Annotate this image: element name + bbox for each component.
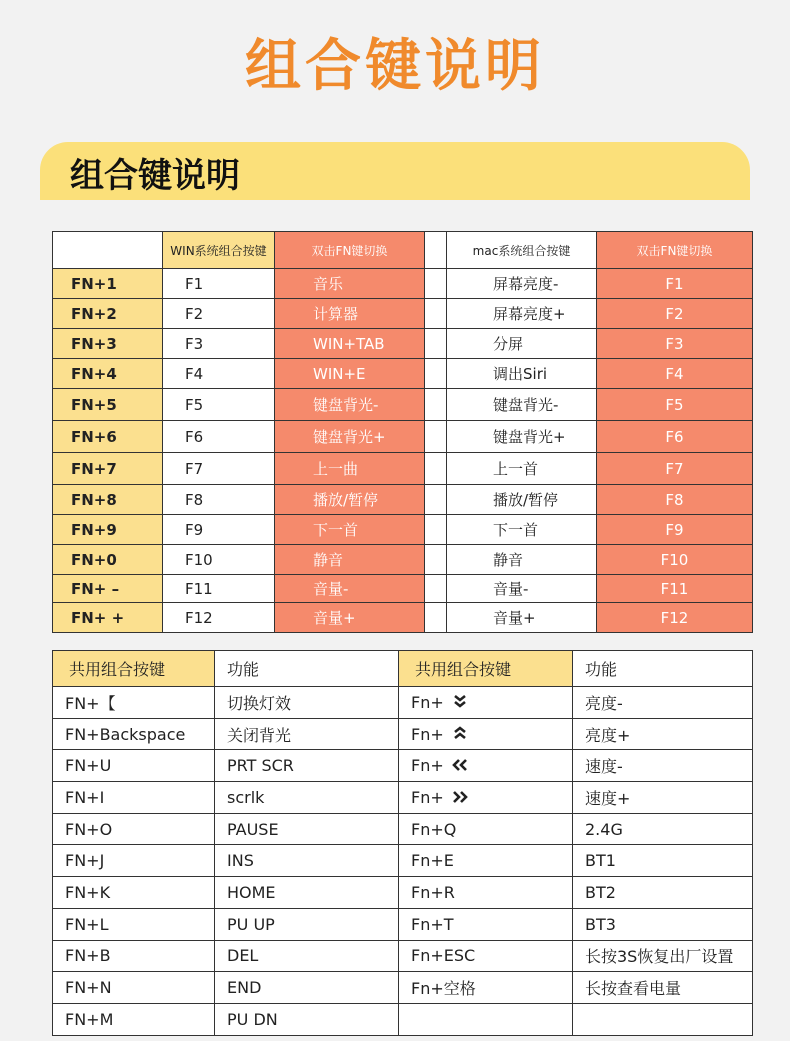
key-combo-cell: [399, 908, 573, 940]
key-combo-cell: [399, 845, 573, 877]
table1-header-cell: 双击FN键切换: [275, 232, 425, 269]
table1-gap-cell: [425, 421, 447, 453]
key-combo-cell: [399, 687, 573, 719]
table1-gap-cell: [425, 515, 447, 545]
cell-text: 速度+: [585, 788, 631, 808]
shared-key-table: [52, 650, 753, 1036]
mac-switch-cell: F12: [597, 603, 753, 633]
win-function-cell: F12: [163, 603, 275, 633]
table1-row: [53, 421, 753, 453]
key-combo-cell: FN+5: [53, 389, 163, 421]
mac-switch-cell: F5: [597, 389, 753, 421]
table2-row: [53, 908, 753, 940]
double-chevron-left-icon: [452, 759, 468, 775]
function-cell: [573, 877, 753, 909]
table1-gap-cell: [425, 453, 447, 485]
mac-switch-cell: F3: [597, 329, 753, 359]
cell-text: FN+L: [65, 914, 109, 934]
win-switch-cell: 上一曲: [275, 453, 425, 485]
cell-text: 长按查看电量: [585, 979, 682, 999]
key-combo-cell: [399, 1003, 573, 1035]
section-title: 组合键说明: [70, 156, 240, 196]
table1-header-cell: WIN系统组合按键: [163, 232, 275, 269]
key-combo-cell: FN+0: [53, 545, 163, 575]
table1-row: [53, 575, 753, 603]
table1-header-row: [53, 232, 753, 269]
key-combo-cell: FN+8: [53, 485, 163, 515]
key-combo-cell: [53, 782, 215, 814]
key-combo-cell: [399, 750, 573, 782]
key-combo-cell: FN+4: [53, 359, 163, 389]
cell-text: INS: [227, 851, 254, 871]
table1-header-cell: mac系统组合按键: [447, 232, 597, 269]
function-cell: [215, 750, 399, 782]
cell-text: BT3: [585, 914, 616, 934]
mac-function-cell: 上一首: [447, 453, 597, 485]
table2-row: [53, 782, 753, 814]
mac-switch-cell: F10: [597, 545, 753, 575]
mac-switch-cell: F2: [597, 299, 753, 329]
double-chevron-down-icon: [452, 694, 468, 712]
key-combo-cell: [53, 750, 215, 782]
key-combo-cell: [399, 972, 573, 1004]
cell-text: Fn+空格: [411, 979, 476, 999]
cell-text: END: [227, 978, 262, 998]
key-combo-cell: FN+3: [53, 329, 163, 359]
mac-function-cell: 调出Siri: [447, 359, 597, 389]
cell-text: FN+J: [65, 851, 105, 871]
table1-gap-cell: [425, 329, 447, 359]
page-title: 组合键说明: [245, 34, 545, 99]
function-cell: [215, 782, 399, 814]
cell-text: Fn+E: [411, 851, 454, 871]
win-switch-cell: WIN+TAB: [275, 329, 425, 359]
key-combo-cell: [399, 813, 573, 845]
win-function-cell: F6: [163, 421, 275, 453]
cell-text: FN+M: [65, 1009, 114, 1029]
table1-row: [53, 389, 753, 421]
table1-gap-cell: [425, 545, 447, 575]
function-cell: [573, 845, 753, 877]
table1-header-cell: [53, 232, 163, 269]
win-switch-cell: 键盘背光+: [275, 421, 425, 453]
function-cell: [573, 908, 753, 940]
key-combo-cell: [399, 718, 573, 750]
win-switch-cell: 音乐: [275, 269, 425, 299]
mac-switch-cell: F11: [597, 575, 753, 603]
mac-function-cell: 分屏: [447, 329, 597, 359]
table1-gap-cell: [425, 299, 447, 329]
function-cell: [215, 845, 399, 877]
win-function-cell: F2: [163, 299, 275, 329]
cell-text: 速度-: [585, 757, 623, 777]
win-function-cell: F1: [163, 269, 275, 299]
table1-gap-cell: [425, 575, 447, 603]
key-combo-cell: [53, 687, 215, 719]
double-chevron-up-icon: [452, 726, 468, 744]
cell-text: FN+【: [65, 693, 116, 713]
key-combo-cell: [53, 813, 215, 845]
win-function-cell: F10: [163, 545, 275, 575]
cell-text: FN+U: [65, 756, 112, 776]
table1-gap-cell: [425, 359, 447, 389]
mac-function-cell: 静音: [447, 545, 597, 575]
cell-text: Fn+: [411, 692, 444, 712]
table2-row: [53, 750, 753, 782]
cell-text: Fn+T: [411, 914, 454, 934]
win-switch-cell: 音量+: [275, 603, 425, 633]
function-cell: [573, 750, 753, 782]
cell-text: DEL: [227, 946, 259, 966]
cell-text: scrlk: [227, 787, 265, 807]
win-function-cell: F7: [163, 453, 275, 485]
function-cell: [215, 877, 399, 909]
key-combo-cell: FN+2: [53, 299, 163, 329]
cell-text: Fn+R: [411, 882, 455, 902]
cell-text: PRT SCR: [227, 756, 294, 776]
cell-text: FN+Backspace: [65, 724, 186, 744]
function-cell: [215, 718, 399, 750]
key-combo-cell: [53, 908, 215, 940]
cell-text: 亮度-: [585, 693, 623, 713]
key-combo-cell: [399, 877, 573, 909]
cell-text: 亮度+: [585, 725, 631, 745]
mac-function-cell: 下一首: [447, 515, 597, 545]
key-combo-cell: FN+ –: [53, 575, 163, 603]
key-combo-cell: [399, 940, 573, 972]
table1-row: [53, 299, 753, 329]
cell-text: FN+O: [65, 819, 113, 839]
fn-key-table: [52, 231, 753, 633]
table1-row: [53, 329, 753, 359]
key-combo-cell: [53, 718, 215, 750]
win-switch-cell: 下一首: [275, 515, 425, 545]
mac-function-cell: 音量+: [447, 603, 597, 633]
function-cell: [573, 940, 753, 972]
mac-function-cell: 键盘背光-: [447, 389, 597, 421]
win-switch-cell: 键盘背光-: [275, 389, 425, 421]
function-cell: [215, 972, 399, 1004]
cell-text: PU DN: [227, 1009, 278, 1029]
table2-row: [53, 877, 753, 909]
cell-text: 2.4G: [585, 819, 623, 839]
cell-text: FN+K: [65, 882, 111, 902]
table1-header-cell: [425, 232, 447, 269]
cell-text: PAUSE: [227, 819, 279, 839]
mac-switch-cell: F1: [597, 269, 753, 299]
key-combo-cell: FN+6: [53, 421, 163, 453]
mac-function-cell: 键盘背光+: [447, 421, 597, 453]
function-cell: [573, 1003, 753, 1035]
mac-switch-cell: F6: [597, 421, 753, 453]
mac-function-cell: 屏幕亮度-: [447, 269, 597, 299]
key-combo-cell: FN+1: [53, 269, 163, 299]
cell-text: Fn+: [411, 787, 444, 807]
win-function-cell: F5: [163, 389, 275, 421]
key-combo-cell: [53, 972, 215, 1004]
function-cell: [573, 718, 753, 750]
table1-row: [53, 269, 753, 299]
mac-function-cell: 播放/暂停: [447, 485, 597, 515]
cell-text: FN+I: [65, 787, 105, 807]
cell-text: 关闭背光: [227, 725, 292, 745]
table1-row: [53, 603, 753, 633]
key-combo-cell: [399, 782, 573, 814]
function-cell: [215, 687, 399, 719]
table2-row: [53, 845, 753, 877]
key-combo-cell: [53, 1003, 215, 1035]
win-function-cell: F3: [163, 329, 275, 359]
cell-text: Fn+Q: [411, 819, 457, 839]
mac-function-cell: 屏幕亮度+: [447, 299, 597, 329]
cell-text: Fn+ESC: [411, 946, 476, 966]
mac-switch-cell: F7: [597, 453, 753, 485]
table1-gap-cell: [425, 485, 447, 515]
table2-header-cell: 功能: [215, 651, 399, 687]
cell-text: PU UP: [227, 914, 275, 934]
win-switch-cell: 计算器: [275, 299, 425, 329]
table2-row: [53, 718, 753, 750]
table2-header-row: [53, 651, 753, 687]
function-cell: [573, 687, 753, 719]
function-cell: [573, 782, 753, 814]
key-combo-cell: [53, 845, 215, 877]
table1-gap-cell: [425, 269, 447, 299]
table2-row: [53, 1003, 753, 1035]
function-cell: [573, 972, 753, 1004]
cell-text: FN+B: [65, 946, 111, 966]
cell-text: Fn+: [411, 724, 444, 744]
key-combo-cell: FN+7: [53, 453, 163, 485]
key-combo-cell: [53, 877, 215, 909]
table2-header-cell: 共用组合按键: [399, 651, 573, 687]
function-cell: [573, 813, 753, 845]
double-chevron-right-icon: [452, 791, 468, 807]
table1-row: [53, 453, 753, 485]
table2-row: [53, 972, 753, 1004]
table2-header-cell: 共用组合按键: [53, 651, 215, 687]
cell-text: Fn+: [411, 756, 444, 776]
table1-row: [53, 485, 753, 515]
function-cell: [215, 1003, 399, 1035]
cell-text: BT1: [585, 851, 616, 871]
table2-row: [53, 940, 753, 972]
table2-row: [53, 687, 753, 719]
function-cell: [215, 940, 399, 972]
function-cell: [215, 813, 399, 845]
table1-row: [53, 545, 753, 575]
key-combo-cell: [53, 940, 215, 972]
key-combo-cell: FN+ +: [53, 603, 163, 633]
mac-switch-cell: F9: [597, 515, 753, 545]
table1-header-cell: 双击FN键切换: [597, 232, 753, 269]
win-switch-cell: 播放/暂停: [275, 485, 425, 515]
table2-header-cell: 功能: [573, 651, 753, 687]
cell-text: HOME: [227, 882, 276, 902]
win-switch-cell: 静音: [275, 545, 425, 575]
function-cell: [215, 908, 399, 940]
cell-text: 切换灯效: [227, 693, 292, 713]
win-function-cell: F8: [163, 485, 275, 515]
win-function-cell: F9: [163, 515, 275, 545]
win-switch-cell: WIN+E: [275, 359, 425, 389]
table1-row: [53, 515, 753, 545]
table1-gap-cell: [425, 389, 447, 421]
cell-text: FN+N: [65, 978, 112, 998]
mac-function-cell: 音量-: [447, 575, 597, 603]
table2-row: [53, 813, 753, 845]
mac-switch-cell: F4: [597, 359, 753, 389]
win-function-cell: F4: [163, 359, 275, 389]
key-combo-cell: FN+9: [53, 515, 163, 545]
win-function-cell: F11: [163, 575, 275, 603]
table1-row: [53, 359, 753, 389]
mac-switch-cell: F8: [597, 485, 753, 515]
cell-text: BT2: [585, 882, 616, 902]
win-switch-cell: 音量-: [275, 575, 425, 603]
cell-text: 长按3S恢复出厂设置: [585, 947, 734, 967]
table1-gap-cell: [425, 603, 447, 633]
